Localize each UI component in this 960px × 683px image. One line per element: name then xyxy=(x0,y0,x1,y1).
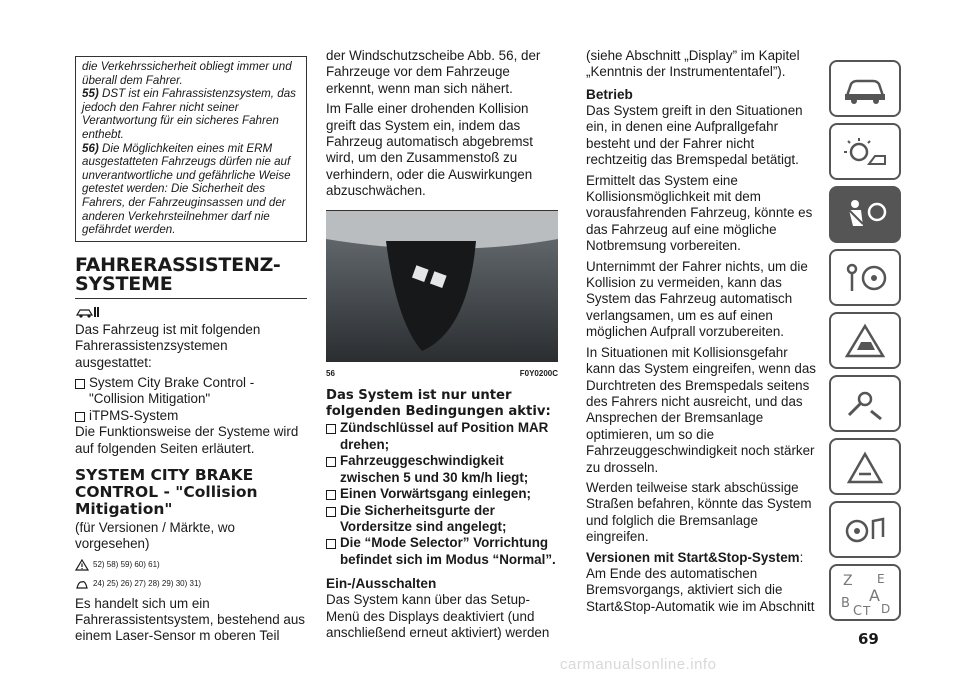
column-1 xyxy=(75,48,307,649)
tab-emergency[interactable] xyxy=(829,312,901,369)
list-item: Zündschlüssel auf Position MAR drehen; xyxy=(326,420,558,453)
tab-safety[interactable] xyxy=(829,186,901,243)
index-letter: E xyxy=(877,571,885,586)
subsection-title: SYSTEM CITY BRAKE CONTROL - "Collision Mitigation" xyxy=(75,465,258,518)
figure-caption xyxy=(326,366,558,382)
tab-warning-lights[interactable] xyxy=(829,123,901,180)
checkbox-bullet-icon xyxy=(75,412,85,422)
checkbox-bullet-icon xyxy=(326,507,336,517)
paragraph: Werden teilweise stark abschüssige Straßen befahren, könnte das System und folglich die Bremsanlage eingreifen. xyxy=(586,479,812,545)
multimedia-icon xyxy=(841,511,889,549)
checkbox-bullet-icon xyxy=(326,457,336,467)
tab-index[interactable] xyxy=(829,564,901,621)
list-item: Einen Vorwärtsgang einlegen; xyxy=(326,486,558,502)
caution-hand-icon xyxy=(75,578,89,590)
note-intro: die Verkehrssicherheit obliegt immer und überall dem Fahrer. xyxy=(82,60,292,87)
refs-row-warning: 52) 58) 59) 60) 61) xyxy=(75,557,307,573)
paragraph: Das System greift in den Situationen ein, in denen eine Aufprallgefahr besteht und der Fahrer nicht rechtzeitig das Bremspedal betätigt. xyxy=(586,103,803,168)
start-stop-heading: Versionen mit Start&Stop-System: xyxy=(586,549,804,565)
on-off-text: Das System kann über das Setup-Menü des Displays deaktiviert (und anschließend erneut aktiviert) werden xyxy=(326,592,550,641)
figure-number: 56 xyxy=(326,368,335,378)
paragraph: Am Ende des automatischen Bremsvorgangs, aktiviert sich die Start&Stop-Automatik wie im Abschnitt xyxy=(586,565,815,614)
checkbox-bullet-icon xyxy=(326,490,336,500)
tab-start-driving[interactable] xyxy=(829,249,901,306)
index-letter: A xyxy=(869,585,880,605)
list-item: Fahrzeuggeschwindigkeit zwischen 5 und 30 km/h liegt; xyxy=(326,453,558,486)
on-off-title: Ein-/Ausschalten xyxy=(326,576,437,592)
versions-note: (für Versionen / Märkte, wo vorgesehen) xyxy=(75,519,236,552)
conditions-title: Das System ist nur unter folgenden Bedingungen aktiv: xyxy=(326,388,551,420)
collision-text: Im Falle einer drohenden Kollision greift das System ein, indem das Fahrzeug automatisch abgebremst wird, um den Zusammenstoß zu verhindern, oder die Auswirkungen abzuschwächen. xyxy=(326,101,533,199)
watermark: carmanualsonline.info xyxy=(560,656,717,673)
toolbox-icon xyxy=(841,385,889,423)
refs-row-caution: 24) 25) 26) 27) 28) 29) 30) 31) xyxy=(75,576,307,592)
betrieb-title: Betrieb xyxy=(586,86,633,102)
index-icon xyxy=(835,569,895,617)
key-steering-icon xyxy=(841,259,889,297)
paragraph: In Situationen mit Kollisionsgefahr kann das System eingreifen, wenn das Durchtreten des Bremspedals seitens des Fahrers nicht ausreicht, und das Ansprechen der Bremsanlage optimieren, um so die Fahrzeuggeschwindigkeit noch stärker zu drosseln. xyxy=(586,344,817,475)
index-letter: Z xyxy=(843,572,853,589)
after-list-text: Die Funktionsweise der Systeme wird auf folgenden Seiten erläutert. xyxy=(75,424,299,456)
index-letter: D xyxy=(881,601,891,616)
warning-triangle-icon xyxy=(841,322,889,360)
body-text: Es handelt sich um ein Fahrerassistentsystem, bestehend aus einem Laser-Sensor m oberen Teil xyxy=(75,595,305,644)
top-text: (siehe Abschnitt „Display” im Kapitel „Kenntnis der Instrumententafel”). xyxy=(586,48,800,80)
section-title: FAHRERASSISTENZ-SYSTEME xyxy=(75,253,281,295)
list-item: System City Brake Control - "Collision Mitigation" xyxy=(75,375,307,408)
tab-maintenance[interactable] xyxy=(829,375,901,432)
checkbox-bullet-icon xyxy=(326,539,336,549)
checkbox-bullet-icon xyxy=(326,424,336,434)
column-3 xyxy=(586,48,818,619)
windshield-sensor-photo xyxy=(326,210,558,362)
index-letter: C xyxy=(853,603,863,617)
safety-airbag-icon xyxy=(841,196,889,234)
intro-text: Das Fahrzeug ist mit folgenden Fahrerassistenzsystemen ausgestattet: xyxy=(75,321,261,370)
figure-code: F0Y0200C xyxy=(519,368,558,378)
note-55: 55) DST ist ein Fahrassistenzsystem, das jedoch den Fahrer nicht seiner Verantwortung für ein sicheres Fahren enthebt. xyxy=(82,87,296,141)
column-2 xyxy=(326,48,558,646)
tab-technical-data[interactable] xyxy=(829,438,901,495)
specs-icon xyxy=(841,448,889,486)
warning-lights-icon xyxy=(841,134,889,170)
index-letter: B xyxy=(841,595,850,611)
car-variant-icon xyxy=(75,305,101,319)
list-item: Die “Mode Selector” Vorrichtung befindet sich im Modus “Normal”. xyxy=(326,535,558,568)
warning-triangle-icon xyxy=(75,559,89,571)
variant-icon-row xyxy=(75,305,307,319)
list-item: Die Sicherheitsgurte der Vordersitze sind angelegt; xyxy=(326,503,558,536)
list-item: iTPMS-System xyxy=(75,408,307,424)
top-text: der Windschutzscheibe Abb. 56, der Fahrzeuge vor dem Fahrzeuge erkennt, wenn man sich nähert. xyxy=(326,48,541,96)
paragraph: Unternimmt der Fahrer nichts, um die Kollision zu vermeiden, kann das System das Fahrzeug automatisch verlangsamen, um es auf einen möglichen Aufprall vorzubereiten. xyxy=(586,258,808,340)
note-56: 56) Die Möglichkeiten eines mit ERM ausgestatteten Fahrzeugs dürfen nie auf unverantwortliche und gefährliche Weise getestet werden: Die Sicherheit des Fahrers, der Fahrzeuginsassen und der anderen Verkehrsteilnehmer darf nie gefährdet werden. xyxy=(82,141,291,237)
checkbox-bullet-icon xyxy=(75,379,85,389)
car-icon xyxy=(841,72,889,106)
windshield-sensor-illustration xyxy=(326,211,558,362)
tab-multimedia[interactable] xyxy=(829,501,901,558)
tab-car[interactable] xyxy=(829,60,901,117)
index-letter: T xyxy=(863,603,871,617)
warning-note-box xyxy=(75,56,307,242)
paragraph: Ermittelt das System eine Kollisionsmöglichkeit mit dem vorausfahrenden Fahrzeug, könnte es das Fahrzeug auf eine mögliche Notbremsung vorbereiten. xyxy=(586,172,813,254)
section-rule xyxy=(75,298,307,299)
page-number: 69 xyxy=(858,630,879,648)
